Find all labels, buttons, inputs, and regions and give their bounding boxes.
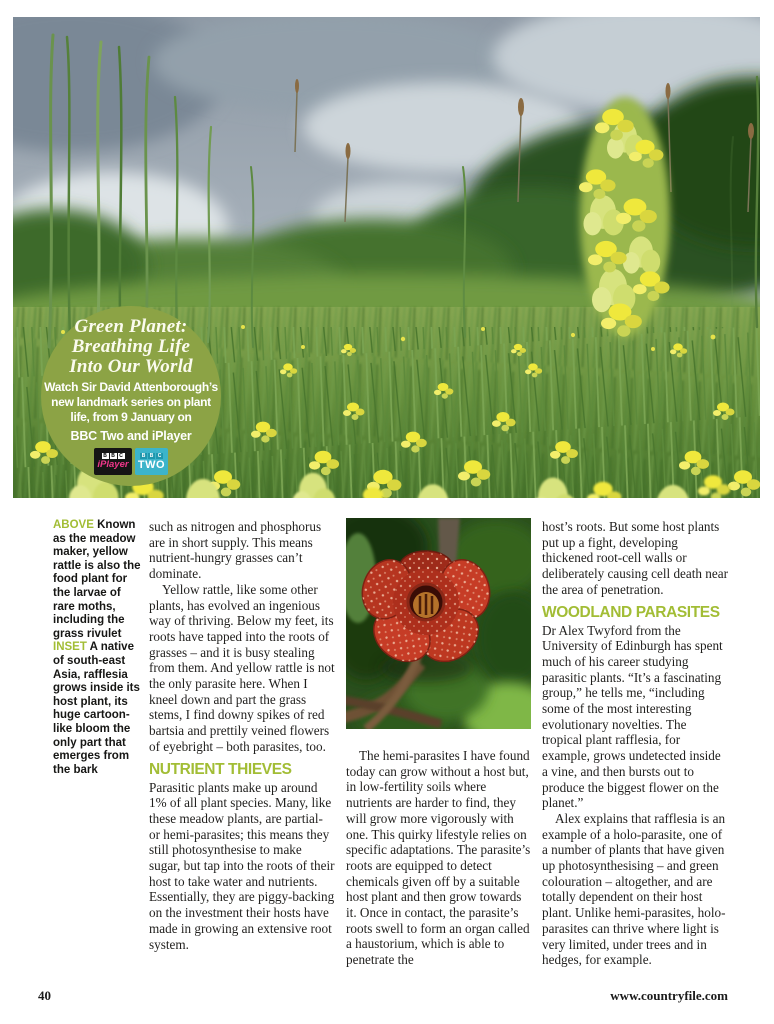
photo-caption [53, 519, 145, 777]
body-paragraph: host’s roots. But some host plants put up a fight, developing thickened root-cell walls or deliberately causing cell death near the area of penetration. [542, 519, 728, 597]
body-paragraph: Alex explains that rafflesia is an example of a holo-parasite, one of a number of plants that have given up photosynthesising – and green colouration – altogether, and are totally dependent on their host plant. Unlike hemi-parasites, holo-parasites can thrive where light is very limited, under trees and in hedges, for example. [542, 810, 726, 968]
section-heading-woodland-parasites: WOODLAND PARASITES [542, 603, 720, 621]
section-heading-nutrient-thieves: NUTRIENT THIEVES [149, 760, 292, 778]
body-paragraph: such as nitrogen and phosphorus are in short supply. This means nutrient-hungry grasses can’t dominate. [149, 519, 322, 582]
promo-subtitle-line: new landmark series on plant [51, 395, 211, 409]
body-paragraph: Parasitic plants make up around 1% of all plant species. Many, like these meadow plants, are partial- or hemi-parasites; this means they still photosynthesise to make sugar, but tap into the roots of their host to take water and nutrients. Essentially, they are piggy-backing on the investment their hosts have made in growing an extensive root system. [149, 779, 335, 952]
promo-subtitle-line: Watch Sir David Attenborough’s [44, 380, 218, 394]
bbc-iplayer-logo [94, 448, 132, 475]
article-column-2 [346, 518, 533, 968]
promo-subtitle [41, 380, 221, 425]
iplayer-wordmark: iPlayer [97, 459, 129, 470]
bbc-blocks-icon: B B C [141, 452, 162, 459]
bbc-two-logo [135, 448, 168, 475]
caption-inset-text: A native of south-east Asia, rafflesia grows inside its host plant, its huge cartoon-like bloom the only part that emerges from the bark [53, 641, 140, 776]
caption-above-label: ABOVE [53, 519, 94, 531]
body-paragraph: Yellow rattle, like some other plants, has evolved an ingenious way of thriving. Below my feet, its roots have tapped into the roots of grasses – and it is busy stealing from them. And yellow rattle is not the only parasite here. When I kneel down and part the grass stems, I find downy spikes of red bartsia and prettily veined flowers of eyebright – both parasites, too. [149, 581, 335, 754]
body-paragraph: The hemi-parasites I have found today can grow without a host but, in low-fertility soils where nutrients are harder to find, they will grow more vigorously with one. This quirky lifestyle relies on specific adaptations. The parasite’s roots are equipped to detect chemicals given off by a suitable host plant and then grow towards it. Once in contact, the parasite’s roots swell to form an organ called a haustorium, which is able to penetrate the [346, 748, 531, 968]
bbc-blocks-icon: B B C [103, 453, 123, 459]
promo-circle-green-planet [41, 306, 221, 486]
website-url: www.countryfile.com [610, 988, 728, 1003]
caption-above-text: Known as the meadow maker, yellow rattle is also the food plant for the larvae of rare moths, including the grass rivulet [53, 519, 141, 640]
channel-logos [41, 448, 221, 475]
promo-title-line: Into Our World [69, 356, 193, 377]
body-paragraph: Dr Alex Twyford from the University of Edinburgh has spent much of his career studying parasitic plants. “It’s a fascinating group,” he tells me, “including some of the most interesting evolutionary novelties. The tropical plant rafflesia, for example, grows undetected inside a vine, and then bursts out to produce the biggest flower on the planet.” [542, 622, 723, 811]
hero-photo-yellow-rattle-meadow [13, 17, 760, 498]
promo-title-line: Breathing Life [71, 336, 191, 357]
promo-title-line: Green Planet: [74, 316, 188, 337]
promo-title [41, 317, 221, 377]
rafflesia-photo-illustration [346, 518, 531, 729]
promo-channels-line: BBC Two and iPlayer [70, 429, 192, 443]
article-column-3 [542, 519, 729, 968]
two-wordmark: TWO [137, 458, 166, 471]
promo-subtitle-line: life, from 9 January on [70, 410, 192, 424]
photo-caption-column [53, 519, 145, 777]
caption-inset-label: INSET [53, 641, 87, 654]
article-column-1 [149, 519, 336, 952]
page-number: 40 [38, 988, 51, 1003]
inset-photo-rafflesia [346, 518, 531, 729]
